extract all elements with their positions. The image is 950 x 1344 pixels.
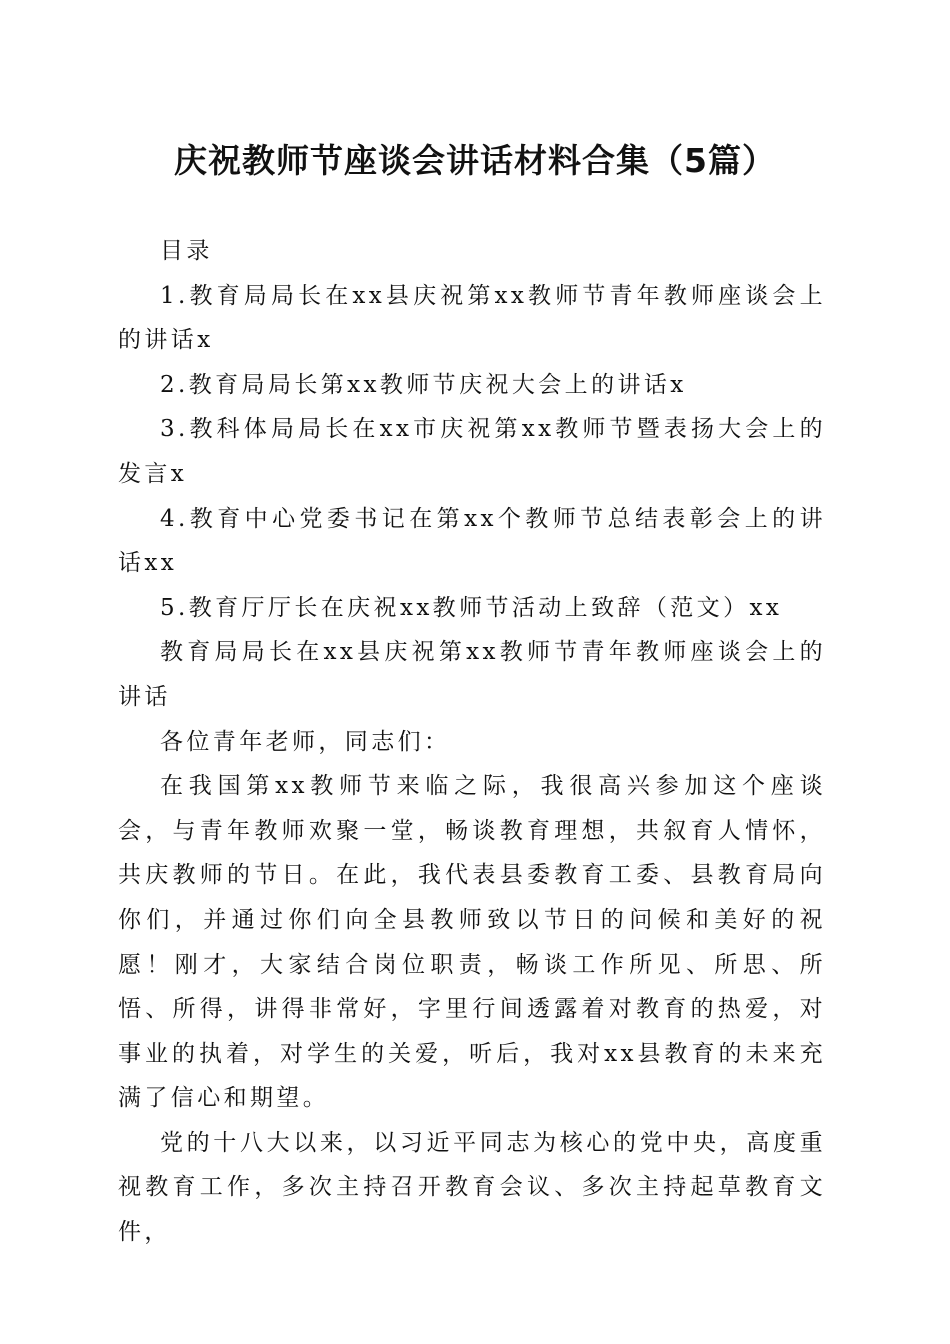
toc-item: 5.教育厅厅长在庆祝xx教师节活动上致辞（范文）xx	[160, 594, 783, 621]
toc-item: 2.教育局局长第xx教师节庆祝大会上的讲话x	[160, 371, 687, 398]
document-body	[118, 229, 826, 1255]
toc-item: 4.教育中心党委书记在第xx个教师节总结表彰会上的讲话xx	[118, 505, 826, 577]
document-title: 庆祝教师节座谈会讲话材料合集（5篇）	[174, 141, 776, 180]
toc-heading: 目录	[160, 238, 213, 264]
section-title: 教育局局长在xx县庆祝第xx教师节青年教师座谈会上的讲话	[118, 639, 826, 710]
toc-item: 1.教育局局长在xx县庆祝第xx教师节青年教师座谈会上的讲话x	[118, 282, 826, 354]
toc-item: 3.教科体局局长在xx市庆祝第xx教师节暨表扬大会上的发言x	[118, 416, 826, 487]
body-paragraph: 在我国第xx教师节来临之际，我很高兴参加这个座谈会，与青年教师欢聚一堂，畅谈教育理想，共叙育人情怀，共庆教师的节日。在此，我代表县委教育工委、县教育局向你们，并通过你们向全县教师致以节日的问候和美好的祝愿！刚才，大家结合岗位职责，畅谈工作所见、所思、所悟、所得，讲得非常好，字里行间透露着对教育的热爱，对事业的执着，对学生的关爱，听后，我对xx县教育的未来充满了信心和期望。	[118, 773, 826, 1112]
body-paragraph: 党的十八大以来，以习近平同志为核心的党中央，高度重视教育工作，多次主持召开教育会议、多次主持起草教育文件，	[118, 1129, 826, 1246]
salutation: 各位青年老师，同志们：	[160, 728, 451, 755]
